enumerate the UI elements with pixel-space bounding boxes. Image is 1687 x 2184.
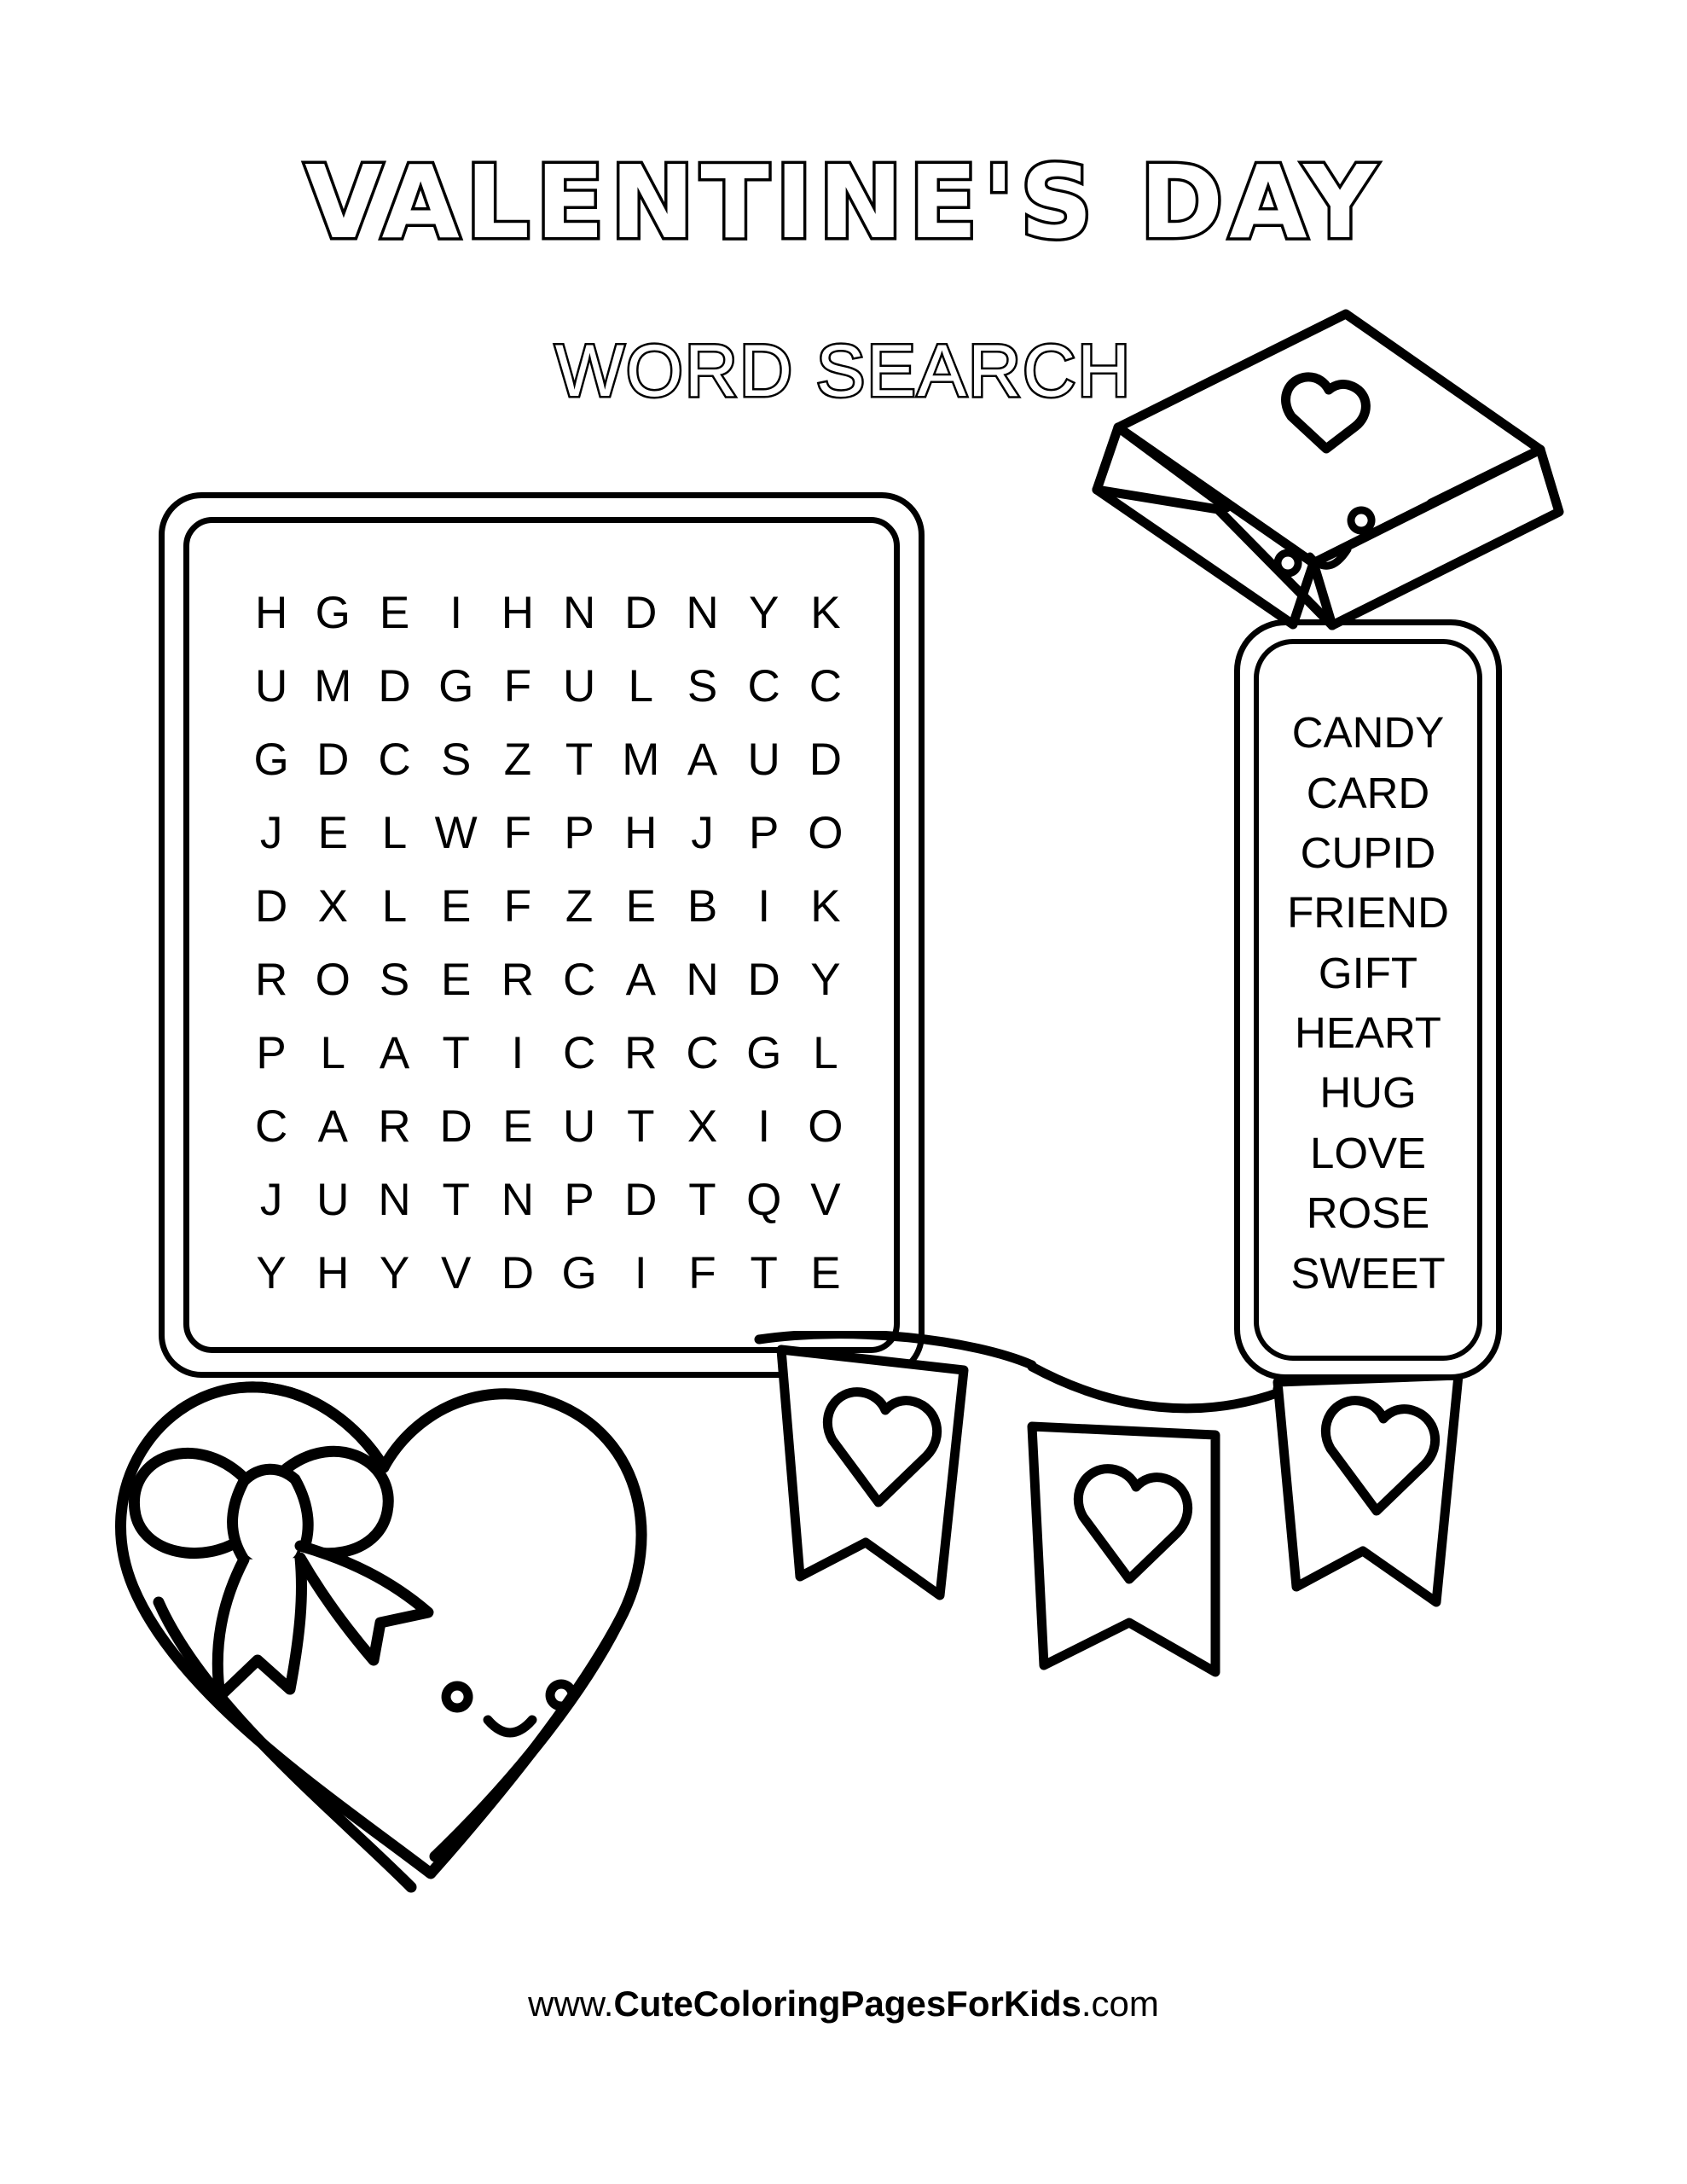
grid-cell: C	[562, 1027, 596, 1078]
grid-cell: G	[746, 1027, 782, 1078]
grid-cell: Z	[503, 734, 532, 785]
grid-cell: D	[501, 1247, 535, 1298]
grid-cell: A	[379, 1027, 410, 1078]
grid-cell: S	[379, 954, 410, 1005]
grid-cell: T	[688, 1174, 716, 1225]
word-list-item: CARD	[1306, 768, 1430, 817]
grid-cell: E	[441, 880, 472, 932]
grid-cell: R	[254, 954, 288, 1005]
grid-cell: K	[810, 587, 841, 638]
grid-cell: C	[562, 954, 596, 1005]
word-list-item: GIFT	[1318, 948, 1418, 997]
grid-cell: P	[564, 1174, 594, 1225]
grid-cell: D	[809, 734, 843, 785]
word-list-item: CUPID	[1300, 828, 1436, 877]
grid-cell: U	[316, 1174, 350, 1225]
grid-cell: Y	[810, 954, 841, 1005]
grid-cell: Y	[256, 1247, 287, 1298]
grid-cell: N	[686, 954, 719, 1005]
word-list-item: ROSE	[1306, 1188, 1430, 1238]
grid-cell: T	[750, 1247, 778, 1298]
word-list	[1254, 639, 1482, 1361]
grid-cell: I	[757, 880, 771, 932]
grid-cell: U	[562, 1101, 596, 1152]
footer-url	[0, 1984, 1687, 2024]
grid-cell: L	[381, 880, 408, 932]
grid-cell: P	[564, 807, 594, 858]
grid-cell: G	[561, 1247, 597, 1298]
grid-cell: E	[379, 587, 410, 638]
grid-cell: G	[438, 660, 474, 712]
grid-cell: X	[687, 1101, 718, 1152]
grid-cell: N	[501, 1174, 535, 1225]
grid-cell: V	[441, 1247, 472, 1298]
letter-grid	[241, 576, 856, 1310]
grid-cell: T	[565, 734, 594, 785]
grid-cell: E	[625, 880, 656, 932]
word-list-item: SWEET	[1290, 1248, 1446, 1298]
grid-cell: C	[378, 734, 411, 785]
page-subtitle: WORD SEARCH	[554, 330, 1133, 412]
word-list-item: CANDY	[1291, 708, 1445, 758]
grid-cell: E	[441, 954, 472, 1005]
grid-cell: G	[315, 587, 351, 638]
grid-cell: O	[808, 1101, 844, 1152]
word-list-item: LOVE	[1309, 1128, 1427, 1177]
grid-cell: N	[378, 1174, 411, 1225]
grid-cell: N	[562, 587, 596, 638]
grid-cell: C	[254, 1101, 288, 1152]
grid-cell: H	[316, 1247, 350, 1298]
grid-cell: T	[627, 1101, 655, 1152]
grid-cell: K	[810, 880, 841, 932]
grid-cell: O	[315, 954, 351, 1005]
grid-cell: L	[813, 1027, 838, 1078]
grid-cell: F	[503, 660, 532, 712]
grid-cell: A	[317, 1101, 348, 1152]
grid-cell: D	[747, 954, 780, 1005]
grid-cell: D	[316, 734, 350, 785]
grid-cell: T	[442, 1027, 470, 1078]
word-search-grid-panel	[159, 492, 925, 1378]
grid-cell: B	[687, 880, 718, 932]
word-search-grid-border	[183, 517, 900, 1353]
grid-cell: C	[809, 660, 843, 712]
grid-cell: S	[687, 660, 718, 712]
grid-cell: J	[259, 1174, 283, 1225]
grid-cell: V	[810, 1174, 841, 1225]
grid-cell: U	[254, 660, 288, 712]
word-list-item: HUG	[1319, 1068, 1417, 1118]
grid-cell: C	[747, 660, 780, 712]
grid-cell: E	[810, 1247, 841, 1298]
grid-cell: M	[314, 660, 352, 712]
grid-cell: N	[686, 587, 719, 638]
chocolate-box-icon	[77, 1331, 776, 1898]
envelope-icon	[1090, 300, 1568, 646]
grid-cell: D	[378, 660, 411, 712]
grid-cell: L	[381, 807, 408, 858]
grid-cell: U	[562, 660, 596, 712]
grid-cell: H	[254, 587, 288, 638]
footer-brand: CuteColoringPagesForKids	[613, 1984, 1081, 2024]
grid-cell: P	[749, 807, 780, 858]
grid-cell: J	[259, 807, 283, 858]
grid-cell: J	[691, 807, 714, 858]
grid-cell: R	[624, 1027, 658, 1078]
page-title: VALENTINE'S DAY	[304, 143, 1383, 261]
grid-cell: D	[624, 1174, 658, 1225]
footer-suffix: .com	[1081, 1984, 1159, 2024]
grid-cell: I	[634, 1247, 647, 1298]
grid-cell: A	[625, 954, 656, 1005]
grid-cell: I	[511, 1027, 525, 1078]
grid-cell: Y	[749, 587, 780, 638]
grid-cell: I	[757, 1101, 771, 1152]
grid-cell: D	[254, 880, 288, 932]
grid-cell: W	[434, 807, 478, 858]
word-list-panel	[1234, 619, 1502, 1380]
grid-cell: D	[624, 587, 658, 638]
heart-banner-icon	[751, 1331, 1467, 1693]
grid-cell: Y	[379, 1247, 410, 1298]
grid-cell: D	[439, 1101, 472, 1152]
footer-prefix: www.	[528, 1984, 614, 2024]
grid-cell: I	[449, 587, 463, 638]
grid-cell: R	[378, 1101, 411, 1152]
word-list-item: FRIEND	[1287, 888, 1449, 938]
grid-cell: T	[442, 1174, 470, 1225]
grid-cell: F	[503, 880, 532, 932]
grid-cell: S	[441, 734, 472, 785]
grid-cell: H	[624, 807, 658, 858]
grid-cell: L	[320, 1027, 346, 1078]
grid-cell: R	[501, 954, 535, 1005]
grid-cell: H	[501, 587, 535, 638]
grid-cell: P	[256, 1027, 287, 1078]
grid-cell: E	[502, 1101, 533, 1152]
word-list-item: HEART	[1295, 1008, 1441, 1057]
grid-cell: O	[808, 807, 844, 858]
grid-cell: X	[317, 880, 348, 932]
grid-cell: A	[687, 734, 718, 785]
grid-cell: M	[622, 734, 660, 785]
grid-cell: F	[503, 807, 532, 858]
grid-cell: F	[688, 1247, 716, 1298]
grid-cell: U	[747, 734, 780, 785]
grid-cell: G	[253, 734, 289, 785]
grid-cell: C	[686, 1027, 719, 1078]
grid-cell: L	[628, 660, 654, 712]
grid-cell: Q	[746, 1174, 782, 1225]
grid-cell: E	[317, 807, 348, 858]
grid-cell: Z	[565, 880, 594, 932]
